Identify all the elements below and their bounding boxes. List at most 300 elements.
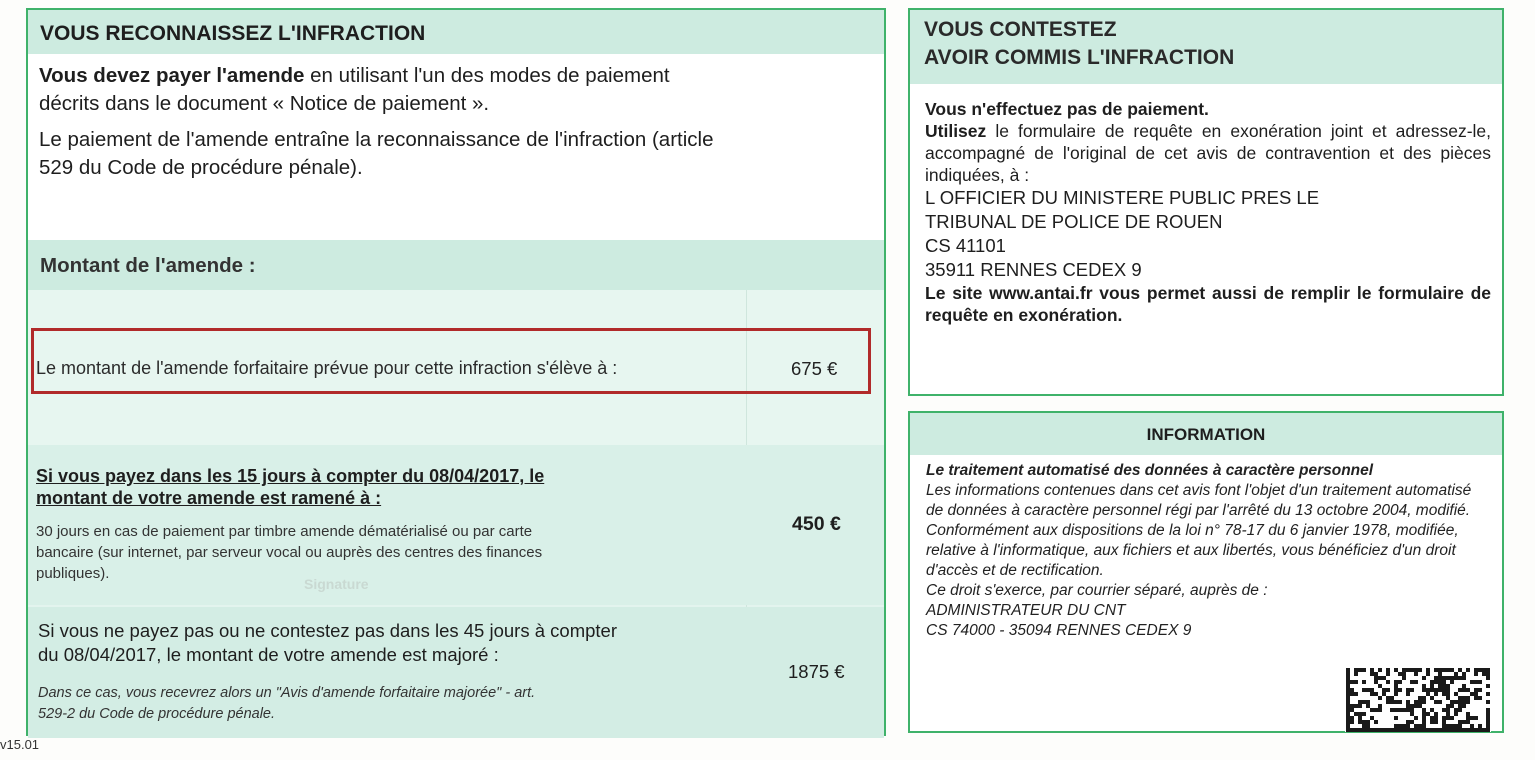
code-module bbox=[1422, 708, 1426, 712]
code-module bbox=[1458, 700, 1462, 704]
code-module bbox=[1406, 692, 1410, 696]
code-module bbox=[1430, 696, 1434, 700]
code-module bbox=[1346, 716, 1350, 720]
code-module bbox=[1374, 720, 1378, 724]
code-module bbox=[1446, 724, 1450, 728]
code-module bbox=[1478, 680, 1482, 684]
code-module bbox=[1394, 728, 1398, 732]
code-module bbox=[1426, 728, 1430, 732]
code-module bbox=[1486, 720, 1490, 724]
code-module bbox=[1458, 668, 1462, 672]
code-module bbox=[1398, 724, 1402, 728]
code-module bbox=[1414, 672, 1418, 676]
code-module bbox=[1486, 728, 1490, 732]
code-module bbox=[1474, 672, 1478, 676]
info-body bbox=[926, 461, 1492, 641]
code-module bbox=[1402, 672, 1406, 676]
code-module bbox=[1450, 700, 1454, 704]
code-module bbox=[1450, 716, 1454, 720]
code-module bbox=[1422, 712, 1426, 716]
code-module bbox=[1486, 672, 1490, 676]
code-module bbox=[1414, 724, 1418, 728]
code-module bbox=[1462, 688, 1466, 692]
code-module bbox=[1378, 704, 1382, 708]
code-module bbox=[1354, 712, 1358, 716]
code-module bbox=[1346, 688, 1350, 692]
code-module bbox=[1406, 728, 1410, 732]
code-module bbox=[1458, 704, 1462, 708]
code-module bbox=[1370, 688, 1374, 692]
code-module bbox=[1370, 672, 1374, 676]
code-module bbox=[1446, 676, 1450, 680]
code-module bbox=[1350, 708, 1354, 712]
code-module bbox=[1486, 712, 1490, 716]
code-module bbox=[1486, 676, 1490, 680]
code-module bbox=[1394, 716, 1398, 720]
code-module bbox=[1386, 696, 1390, 700]
code-module bbox=[1446, 688, 1450, 692]
code-module bbox=[1366, 724, 1370, 728]
amount-header: Montant de l'amende : bbox=[40, 254, 256, 277]
version-label: v15.01 bbox=[0, 737, 40, 752]
code-module bbox=[1426, 672, 1430, 676]
code-module bbox=[1446, 684, 1450, 688]
info-heading: Le traitement automatisé des données à caractère personnel bbox=[926, 462, 1374, 479]
code-module bbox=[1442, 708, 1446, 712]
code-module bbox=[1462, 696, 1466, 700]
code-module bbox=[1410, 688, 1414, 692]
contest-title-line-2: AVOIR COMMIS L'INFRACTION bbox=[924, 46, 1235, 69]
code-module bbox=[1378, 684, 1382, 688]
code-module bbox=[1470, 716, 1474, 720]
code-module bbox=[1434, 712, 1438, 716]
code-module bbox=[1486, 724, 1490, 728]
code-module bbox=[1442, 716, 1446, 720]
code-module bbox=[1462, 700, 1466, 704]
para2-line-2: 529 du Code de procédure pénale). bbox=[39, 156, 363, 179]
code-module bbox=[1434, 676, 1438, 680]
code-module bbox=[1438, 688, 1442, 692]
code-module bbox=[1346, 676, 1350, 680]
code-module bbox=[1446, 696, 1450, 700]
code-module bbox=[1434, 680, 1438, 684]
code-module bbox=[1466, 720, 1470, 724]
code-module bbox=[1434, 728, 1438, 732]
code-module bbox=[1462, 684, 1466, 688]
intro-rest: en utilisant l'un des modes de paiement bbox=[304, 64, 670, 87]
code-module bbox=[1430, 716, 1434, 720]
code-module bbox=[1486, 700, 1490, 704]
code-module bbox=[1442, 680, 1446, 684]
code-module bbox=[1350, 688, 1354, 692]
code-module bbox=[1474, 728, 1478, 732]
code-module bbox=[1366, 728, 1370, 732]
code-module bbox=[1350, 692, 1354, 696]
code-module bbox=[1474, 696, 1478, 700]
code-module bbox=[1482, 672, 1486, 676]
code-module bbox=[1350, 728, 1354, 732]
code-module bbox=[1430, 708, 1434, 712]
site-note: Le site www.antai.fr vous permet aussi de remplir le formulaire de requête en exonération. bbox=[925, 283, 1491, 325]
code-module bbox=[1454, 692, 1458, 696]
code-module bbox=[1394, 708, 1398, 712]
code-module bbox=[1346, 708, 1350, 712]
code-module bbox=[1370, 728, 1374, 732]
code-module bbox=[1474, 668, 1478, 672]
code-module bbox=[1346, 680, 1350, 684]
row15-detail: 30 jours en cas de paiement par timbre amende dématérialisé ou par carte bancaire (sur internet, par serveur vocal ou auprès des centres des finances publiques). bbox=[36, 523, 543, 582]
code-module bbox=[1446, 712, 1450, 716]
code-module bbox=[1438, 680, 1442, 684]
code-module bbox=[1366, 688, 1370, 692]
code-module bbox=[1414, 728, 1418, 732]
code-module bbox=[1430, 720, 1434, 724]
code-module bbox=[1402, 668, 1406, 672]
code-module bbox=[1450, 668, 1454, 672]
code-module bbox=[1406, 700, 1410, 704]
code-module bbox=[1382, 692, 1386, 696]
code-module bbox=[1442, 668, 1446, 672]
code-module bbox=[1350, 680, 1354, 684]
code-module bbox=[1434, 688, 1438, 692]
info-paragraph: Les informations contenues dans cet avis font l'objet d'un traitement automatisé de données à caractère personnel régi par l'arrêté du 13 octobre 2004, modifié. Conformément aux dispositions de la loi n° 78-17 du 6 janvier 1978, modifiée, relative à l'informatique, aux fichiers et aux libertés, vous bénéficiez d'un droit d'accès et de rectification. bbox=[926, 482, 1472, 579]
code-module bbox=[1346, 728, 1350, 732]
code-module bbox=[1454, 676, 1458, 680]
code-module bbox=[1346, 672, 1350, 676]
code-module bbox=[1438, 672, 1442, 676]
code-module bbox=[1422, 684, 1426, 688]
code-module bbox=[1406, 708, 1410, 712]
code-module bbox=[1378, 696, 1382, 700]
code-module bbox=[1410, 712, 1414, 716]
code-module bbox=[1378, 728, 1382, 732]
code-module bbox=[1358, 720, 1362, 724]
code-module bbox=[1358, 712, 1362, 716]
code-module bbox=[1438, 684, 1442, 688]
info-title: INFORMATION bbox=[1146, 425, 1266, 444]
code-module bbox=[1454, 712, 1458, 716]
code-module bbox=[1354, 704, 1358, 708]
intro-paragraph-2 bbox=[39, 126, 879, 182]
code-module bbox=[1446, 668, 1450, 672]
code-module bbox=[1362, 712, 1366, 716]
code-module bbox=[1418, 704, 1422, 708]
code-module bbox=[1430, 688, 1434, 692]
code-module bbox=[1442, 692, 1446, 696]
code-module bbox=[1346, 668, 1350, 672]
code-module bbox=[1386, 700, 1390, 704]
code-module bbox=[1422, 676, 1426, 680]
row15-title: Si vous payez dans les 15 jours à compter du 08/04/2017, le montant de votre amende est ramené à : bbox=[36, 466, 545, 508]
admin-line-2: CS 74000 - 35094 RENNES CEDEX 9 bbox=[926, 622, 1192, 639]
code-module bbox=[1458, 728, 1462, 732]
code-module bbox=[1458, 688, 1462, 692]
code-module bbox=[1422, 700, 1426, 704]
code-module bbox=[1458, 724, 1462, 728]
row45-text: Si vous ne payez pas ou ne contestez pas dans les 45 jours à compter du 08/04/2017, le montant de votre amende est majoré : bbox=[38, 620, 617, 665]
no-payment-text: Vous n'effectuez pas de paiement. bbox=[925, 99, 1209, 119]
code-module bbox=[1402, 676, 1406, 680]
code-module bbox=[1394, 724, 1398, 728]
code-module bbox=[1394, 688, 1398, 692]
row45-value: 1875 € bbox=[788, 661, 845, 682]
datamatrix-graphic bbox=[1345, 668, 1491, 732]
para2-line-1: Le paiement de l'amende entraîne la reconnaissance de l'infraction (article bbox=[39, 128, 714, 151]
code-module bbox=[1442, 724, 1446, 728]
code-module bbox=[1458, 720, 1462, 724]
code-module bbox=[1358, 704, 1362, 708]
code-module bbox=[1374, 728, 1378, 732]
code-module bbox=[1486, 668, 1490, 672]
intro-paragraph-1 bbox=[39, 62, 879, 118]
intro-line-2: décrits dans le document « Notice de paiement ». bbox=[39, 92, 490, 115]
code-module bbox=[1354, 672, 1358, 676]
code-module bbox=[1438, 700, 1442, 704]
code-module bbox=[1446, 692, 1450, 696]
code-module bbox=[1358, 716, 1362, 720]
code-module bbox=[1386, 672, 1390, 676]
code-module bbox=[1430, 684, 1434, 688]
code-module bbox=[1370, 692, 1374, 696]
code-module bbox=[1422, 696, 1426, 700]
code-module bbox=[1374, 708, 1378, 712]
code-module bbox=[1370, 708, 1374, 712]
recognize-title-bar bbox=[28, 10, 884, 54]
code-module bbox=[1430, 680, 1434, 684]
code-module bbox=[1406, 668, 1410, 672]
code-module bbox=[1358, 728, 1362, 732]
code-module bbox=[1422, 728, 1426, 732]
code-module bbox=[1354, 692, 1358, 696]
row-45-days bbox=[28, 607, 884, 738]
code-module bbox=[1398, 728, 1402, 732]
code-module bbox=[1414, 704, 1418, 708]
code-module bbox=[1398, 680, 1402, 684]
code-module bbox=[1486, 692, 1490, 696]
code-module bbox=[1346, 700, 1350, 704]
admin-line-1: ADMINISTRATEUR DU CNT bbox=[926, 602, 1126, 619]
info-title-bar bbox=[910, 413, 1502, 455]
code-module bbox=[1410, 708, 1414, 712]
code-module bbox=[1386, 728, 1390, 732]
code-module bbox=[1442, 728, 1446, 732]
code-module bbox=[1426, 712, 1430, 716]
use-rest: le formulaire de requête en exonération joint et adressez-le, accompagné de l'original de cet avis de contravention et des pièces indiquées, à : bbox=[925, 121, 1491, 185]
contest-title-line-1: VOUS CONTESTEZ bbox=[924, 18, 1117, 41]
code-module bbox=[1414, 716, 1418, 720]
code-module bbox=[1378, 676, 1382, 680]
code-module bbox=[1350, 716, 1354, 720]
code-module bbox=[1386, 680, 1390, 684]
code-module bbox=[1466, 700, 1470, 704]
code-module bbox=[1454, 728, 1458, 732]
row-15-days bbox=[28, 445, 884, 605]
code-module bbox=[1434, 720, 1438, 724]
code-module bbox=[1438, 728, 1442, 732]
code-module bbox=[1474, 688, 1478, 692]
code-module bbox=[1350, 720, 1354, 724]
code-module bbox=[1478, 696, 1482, 700]
code-module bbox=[1430, 728, 1434, 732]
intro-bold: Vous devez payer l'amende bbox=[39, 64, 305, 87]
row45-note: Dans ce cas, vous recevrez alors un "Avis d'amende forfaitaire majorée" - art. 529-2 du Code de procédure pénale. bbox=[38, 685, 536, 722]
code-module bbox=[1454, 724, 1458, 728]
code-module bbox=[1346, 684, 1350, 688]
contest-body bbox=[925, 98, 1491, 326]
highlight-box bbox=[31, 328, 871, 394]
code-module bbox=[1466, 696, 1470, 700]
code-module bbox=[1418, 700, 1422, 704]
code-module bbox=[1474, 680, 1478, 684]
code-module bbox=[1390, 728, 1394, 732]
code-module bbox=[1354, 668, 1358, 672]
code-module bbox=[1362, 728, 1366, 732]
code-module bbox=[1474, 716, 1478, 720]
code-module bbox=[1398, 672, 1402, 676]
code-module bbox=[1478, 688, 1482, 692]
code-module bbox=[1470, 692, 1474, 696]
code-module bbox=[1454, 700, 1458, 704]
code-module bbox=[1374, 672, 1378, 676]
code-module bbox=[1366, 704, 1370, 708]
code-module bbox=[1394, 680, 1398, 684]
code-module bbox=[1370, 716, 1374, 720]
code-module bbox=[1442, 720, 1446, 724]
code-module bbox=[1402, 724, 1406, 728]
code-module bbox=[1442, 684, 1446, 688]
code-module bbox=[1362, 724, 1366, 728]
code-module bbox=[1394, 668, 1398, 672]
forfait-value: 675 € bbox=[791, 358, 838, 379]
code-module bbox=[1414, 668, 1418, 672]
code-module bbox=[1386, 688, 1390, 692]
code-module bbox=[1402, 728, 1406, 732]
code-module bbox=[1458, 696, 1462, 700]
code-module bbox=[1470, 724, 1474, 728]
code-module bbox=[1446, 704, 1450, 708]
code-module bbox=[1398, 708, 1402, 712]
code-module bbox=[1394, 700, 1398, 704]
code-module bbox=[1434, 692, 1438, 696]
code-module bbox=[1410, 728, 1414, 732]
code-module bbox=[1374, 692, 1378, 696]
code-module bbox=[1398, 688, 1402, 692]
code-module bbox=[1390, 696, 1394, 700]
code-module bbox=[1466, 688, 1470, 692]
code-module bbox=[1438, 676, 1442, 680]
code-module bbox=[1354, 680, 1358, 684]
code-module bbox=[1406, 688, 1410, 692]
code-module bbox=[1422, 720, 1426, 724]
signature-ghost-text: Signature bbox=[304, 576, 369, 592]
code-module bbox=[1454, 672, 1458, 676]
code-module bbox=[1466, 716, 1470, 720]
code-module bbox=[1462, 676, 1466, 680]
code-module bbox=[1414, 680, 1418, 684]
code-module bbox=[1358, 700, 1362, 704]
recognize-title: VOUS RECONNAISSEZ L'INFRACTION bbox=[40, 22, 426, 45]
code-module bbox=[1486, 684, 1490, 688]
code-module bbox=[1362, 720, 1366, 724]
code-module bbox=[1482, 668, 1486, 672]
code-module bbox=[1426, 668, 1430, 672]
code-module bbox=[1442, 676, 1446, 680]
code-module bbox=[1418, 668, 1422, 672]
code-module bbox=[1478, 668, 1482, 672]
code-module bbox=[1382, 728, 1386, 732]
code-module bbox=[1462, 704, 1466, 708]
code-module bbox=[1418, 724, 1422, 728]
code-module bbox=[1470, 680, 1474, 684]
code-module bbox=[1422, 688, 1426, 692]
code-module bbox=[1370, 668, 1374, 672]
code-module bbox=[1466, 712, 1470, 716]
code-module bbox=[1458, 676, 1462, 680]
code-module bbox=[1386, 668, 1390, 672]
code-module bbox=[1402, 708, 1406, 712]
code-module bbox=[1362, 668, 1366, 672]
code-module bbox=[1390, 700, 1394, 704]
code-module bbox=[1466, 728, 1470, 732]
code-module bbox=[1438, 668, 1442, 672]
code-module bbox=[1426, 688, 1430, 692]
code-module bbox=[1418, 696, 1422, 700]
code-module bbox=[1446, 708, 1450, 712]
code-module bbox=[1446, 716, 1450, 720]
code-module bbox=[1434, 668, 1438, 672]
code-module bbox=[1462, 728, 1466, 732]
code-module bbox=[1394, 692, 1398, 696]
contest-title-bar bbox=[910, 10, 1502, 84]
code-module bbox=[1450, 728, 1454, 732]
code-module bbox=[1414, 700, 1418, 704]
code-module bbox=[1486, 708, 1490, 712]
code-module bbox=[1454, 708, 1458, 712]
code-module bbox=[1422, 724, 1426, 728]
code-module bbox=[1446, 728, 1450, 732]
code-module bbox=[1406, 724, 1410, 728]
code-module bbox=[1458, 708, 1462, 712]
code-module bbox=[1406, 720, 1410, 724]
forfait-label: Le montant de l'amende forfaitaire prévue pour cette infraction s'élève à : bbox=[36, 358, 618, 378]
code-module bbox=[1362, 680, 1366, 684]
code-module bbox=[1366, 720, 1370, 724]
code-module bbox=[1410, 704, 1414, 708]
code-module bbox=[1422, 716, 1426, 720]
contest-panel bbox=[908, 8, 1504, 396]
address-block: L OFFICIER DU MINISTERE PUBLIC PRES LE TRIBUNAL DE POLICE DE ROUEN CS 41101 35911 RENNES CEDEX 9 bbox=[925, 187, 1320, 280]
code-module bbox=[1426, 692, 1430, 696]
code-module bbox=[1382, 688, 1386, 692]
code-module bbox=[1470, 728, 1474, 732]
code-module bbox=[1390, 708, 1394, 712]
code-module bbox=[1346, 724, 1350, 728]
code-module bbox=[1362, 700, 1366, 704]
code-module bbox=[1406, 704, 1410, 708]
code-module bbox=[1482, 728, 1486, 732]
code-module bbox=[1374, 676, 1378, 680]
code-module bbox=[1418, 728, 1422, 732]
code-module bbox=[1398, 700, 1402, 704]
code-module bbox=[1462, 672, 1466, 676]
code-module bbox=[1442, 688, 1446, 692]
info-rights-line: Ce droit s'exerce, par courrier séparé, auprès de : bbox=[926, 582, 1268, 599]
code-module bbox=[1374, 680, 1378, 684]
code-module bbox=[1466, 668, 1470, 672]
code-module bbox=[1450, 680, 1454, 684]
code-module bbox=[1346, 704, 1350, 708]
row15-value: 450 € bbox=[792, 513, 841, 535]
